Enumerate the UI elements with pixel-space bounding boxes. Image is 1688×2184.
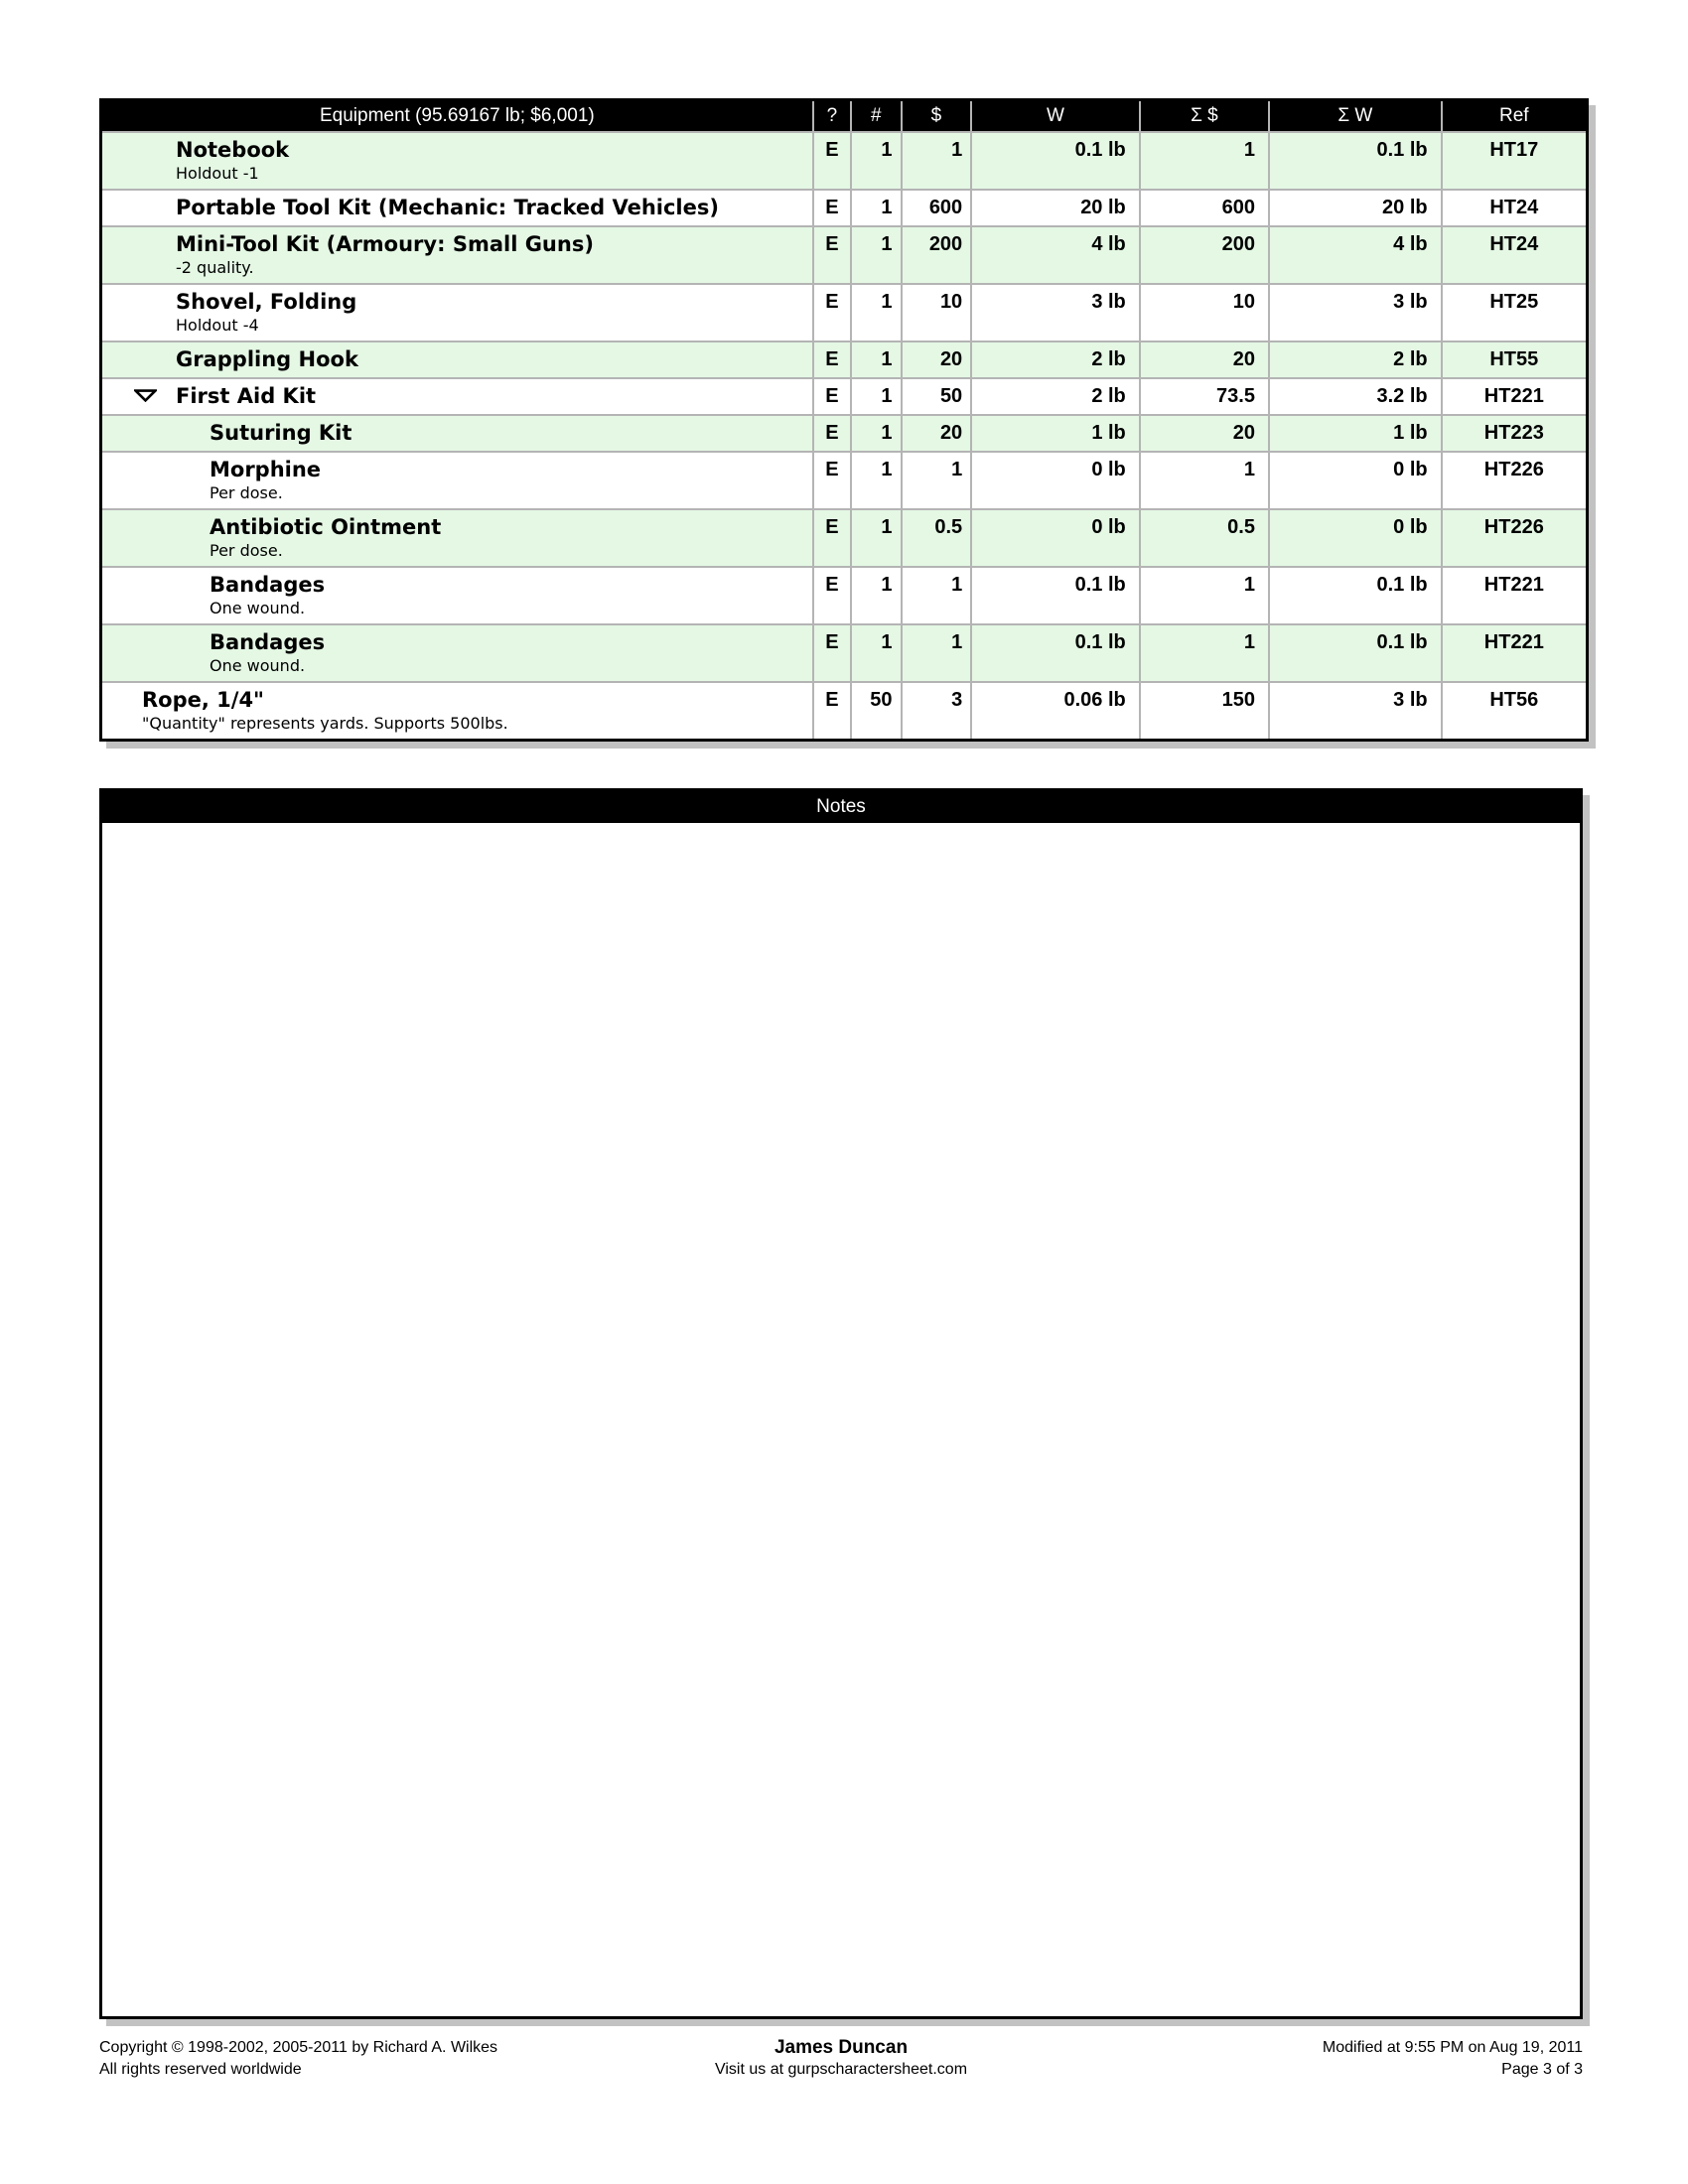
item-note: One wound. — [210, 656, 306, 675]
cost-cell: 20 — [902, 415, 972, 452]
ref-cell: HT25 — [1442, 284, 1586, 341]
footer-character-name: James Duncan — [774, 2037, 909, 2058]
item-name-cell — [102, 509, 813, 567]
item-name: Bandages — [210, 573, 326, 597]
equipped-cell: E — [813, 378, 851, 415]
col-header-weight: W — [971, 101, 1140, 132]
equipped-cell: E — [813, 132, 851, 190]
qty-cell: 1 — [851, 132, 901, 190]
equipped-cell: E — [813, 452, 851, 509]
sum-weight-cell: 1 lb — [1269, 415, 1442, 452]
sum-weight-cell: 2 lb — [1269, 341, 1442, 378]
equipped-cell: E — [813, 567, 851, 624]
cost-cell: 10 — [902, 284, 972, 341]
item-name: Portable Tool Kit (Mechanic: Tracked Vehicles) — [176, 196, 719, 219]
item-name: Antibiotic Ointment — [210, 515, 442, 539]
equipment-row — [102, 682, 1586, 739]
item-name: Shovel, Folding — [176, 290, 357, 314]
sum-weight-cell: 0 lb — [1269, 452, 1442, 509]
weight-cell: 0 lb — [971, 509, 1140, 567]
ref-cell: HT56 — [1442, 682, 1586, 739]
item-name-cell — [102, 284, 813, 341]
container-open-triangle-icon — [134, 389, 157, 407]
equipped-cell: E — [813, 624, 851, 682]
weight-cell: 3 lb — [971, 284, 1140, 341]
qty-cell: 1 — [851, 284, 901, 341]
cost-cell: 0.5 — [902, 509, 972, 567]
cost-cell: 50 — [902, 378, 972, 415]
sum-cost-cell: 73.5 — [1140, 378, 1269, 415]
item-name-cell — [102, 567, 813, 624]
item-note: One wound. — [210, 599, 306, 617]
sum-weight-cell: 4 lb — [1269, 226, 1442, 284]
ref-cell: HT226 — [1442, 509, 1586, 567]
weight-cell: 0.1 lb — [971, 567, 1140, 624]
item-name-cell — [102, 415, 813, 452]
item-name-cell — [102, 624, 813, 682]
ref-cell: HT24 — [1442, 226, 1586, 284]
equipped-cell: E — [813, 682, 851, 739]
cost-cell: 20 — [902, 341, 972, 378]
ref-cell: HT221 — [1442, 567, 1586, 624]
equipment-row — [102, 415, 1586, 452]
qty-cell: 1 — [851, 415, 901, 452]
item-note: "Quantity" represents yards. Supports 500lbs. — [142, 714, 508, 733]
weight-cell: 0.06 lb — [971, 682, 1140, 739]
sum-cost-cell: 1 — [1140, 132, 1269, 190]
equipment-table — [99, 98, 1589, 742]
item-name-cell — [102, 341, 813, 378]
item-name: First Aid Kit — [176, 384, 317, 408]
ref-cell: HT24 — [1442, 190, 1586, 226]
qty-cell: 1 — [851, 190, 901, 226]
sum-cost-cell: 1 — [1140, 624, 1269, 682]
item-name: Suturing Kit — [210, 421, 352, 445]
qty-cell: 1 — [851, 226, 901, 284]
weight-cell: 0.1 lb — [971, 132, 1140, 190]
equipment-row — [102, 624, 1586, 682]
ref-cell: HT55 — [1442, 341, 1586, 378]
equipment-row — [102, 284, 1586, 341]
sum-cost-cell: 0.5 — [1140, 509, 1269, 567]
footer-copyright: Copyright © 1998-2002, 2005-2011 by Richard A. Wilkes — [99, 2039, 498, 2056]
cost-cell: 1 — [902, 132, 972, 190]
equipment-row — [102, 452, 1586, 509]
sum-cost-cell: 20 — [1140, 341, 1269, 378]
col-header-equipped: ? — [813, 101, 851, 132]
item-name: Notebook — [176, 138, 290, 162]
item-name: Mini-Tool Kit (Armoury: Small Guns) — [176, 232, 594, 256]
cost-cell: 3 — [902, 682, 972, 739]
equipped-cell: E — [813, 190, 851, 226]
sum-weight-cell: 3.2 lb — [1269, 378, 1442, 415]
equipment-row — [102, 509, 1586, 567]
sum-cost-cell: 20 — [1140, 415, 1269, 452]
equipment-row — [102, 378, 1586, 415]
weight-cell: 2 lb — [971, 341, 1140, 378]
qty-cell: 1 — [851, 378, 901, 415]
weight-cell: 0 lb — [971, 452, 1140, 509]
item-note: Per dose. — [210, 541, 283, 560]
sum-cost-cell: 200 — [1140, 226, 1269, 284]
equipment-row — [102, 190, 1586, 226]
cost-cell: 1 — [902, 452, 972, 509]
item-note: Holdout -1 — [176, 164, 259, 183]
ref-cell: HT223 — [1442, 415, 1586, 452]
sum-cost-cell: 1 — [1140, 452, 1269, 509]
item-note: Per dose. — [210, 483, 283, 502]
footer-modified: Modified at 9:55 PM on Aug 19, 2011 — [1322, 2039, 1583, 2056]
equipment-row — [102, 132, 1586, 190]
item-name-cell — [102, 226, 813, 284]
weight-cell: 1 lb — [971, 415, 1140, 452]
item-name: Rope, 1/4" — [142, 688, 264, 712]
item-name: Morphine — [210, 458, 322, 481]
item-name-cell — [102, 190, 813, 226]
sum-weight-cell: 0 lb — [1269, 509, 1442, 567]
weight-cell: 20 lb — [971, 190, 1140, 226]
footer-rights: All rights reserved worldwide — [99, 2061, 302, 2078]
ref-cell: HT221 — [1442, 378, 1586, 415]
col-header-cost: $ — [902, 101, 972, 132]
sum-cost-cell: 600 — [1140, 190, 1269, 226]
sum-cost-cell: 1 — [1140, 567, 1269, 624]
footer-page-number: Page 3 of 3 — [1501, 2061, 1583, 2078]
qty-cell: 50 — [851, 682, 901, 739]
col-header-qty: # — [851, 101, 901, 132]
equipped-cell: E — [813, 226, 851, 284]
equipment-grid — [102, 101, 1586, 739]
ref-cell: HT17 — [1442, 132, 1586, 190]
sum-cost-cell: 150 — [1140, 682, 1269, 739]
weight-cell: 2 lb — [971, 378, 1140, 415]
item-name-cell — [102, 452, 813, 509]
item-name-cell — [102, 378, 813, 415]
equipped-cell: E — [813, 509, 851, 567]
equipped-cell: E — [813, 341, 851, 378]
equipped-cell: E — [813, 415, 851, 452]
sum-weight-cell: 20 lb — [1269, 190, 1442, 226]
cost-cell: 200 — [902, 226, 972, 284]
equipment-header-row — [102, 101, 1586, 132]
qty-cell: 1 — [851, 567, 901, 624]
sum-cost-cell: 10 — [1140, 284, 1269, 341]
notes-body — [102, 823, 1580, 2016]
qty-cell: 1 — [851, 509, 901, 567]
cost-cell: 1 — [902, 624, 972, 682]
weight-cell: 0.1 lb — [971, 624, 1140, 682]
footer-site: Visit us at gurpscharactersheet.com — [714, 2061, 968, 2078]
page-footer — [99, 2037, 1583, 2081]
item-note: -2 quality. — [176, 258, 254, 277]
equipment-row — [102, 567, 1586, 624]
sum-weight-cell: 0.1 lb — [1269, 132, 1442, 190]
item-name-cell — [102, 132, 813, 190]
sum-weight-cell: 3 lb — [1269, 682, 1442, 739]
col-header-sum-weight: Σ W — [1269, 101, 1442, 132]
equipment-row — [102, 341, 1586, 378]
qty-cell: 1 — [851, 341, 901, 378]
ref-cell: HT226 — [1442, 452, 1586, 509]
qty-cell: 1 — [851, 624, 901, 682]
item-name-cell — [102, 682, 813, 739]
notes-section-title: Notes — [102, 791, 1580, 823]
cost-cell: 1 — [902, 567, 972, 624]
qty-cell: 1 — [851, 452, 901, 509]
notes-section — [99, 788, 1583, 2019]
item-note: Holdout -4 — [176, 316, 259, 335]
item-name: Bandages — [210, 630, 326, 654]
weight-cell: 4 lb — [971, 226, 1140, 284]
col-header-ref: Ref — [1442, 101, 1586, 132]
equipment-title: Equipment (95.69167 lb; $6,001) — [102, 101, 813, 132]
col-header-sum-cost: Σ $ — [1140, 101, 1269, 132]
sum-weight-cell: 3 lb — [1269, 284, 1442, 341]
ref-cell: HT221 — [1442, 624, 1586, 682]
equipment-row — [102, 226, 1586, 284]
equipped-cell: E — [813, 284, 851, 341]
item-name: Grappling Hook — [176, 347, 358, 371]
cost-cell: 600 — [902, 190, 972, 226]
sum-weight-cell: 0.1 lb — [1269, 624, 1442, 682]
sum-weight-cell: 0.1 lb — [1269, 567, 1442, 624]
